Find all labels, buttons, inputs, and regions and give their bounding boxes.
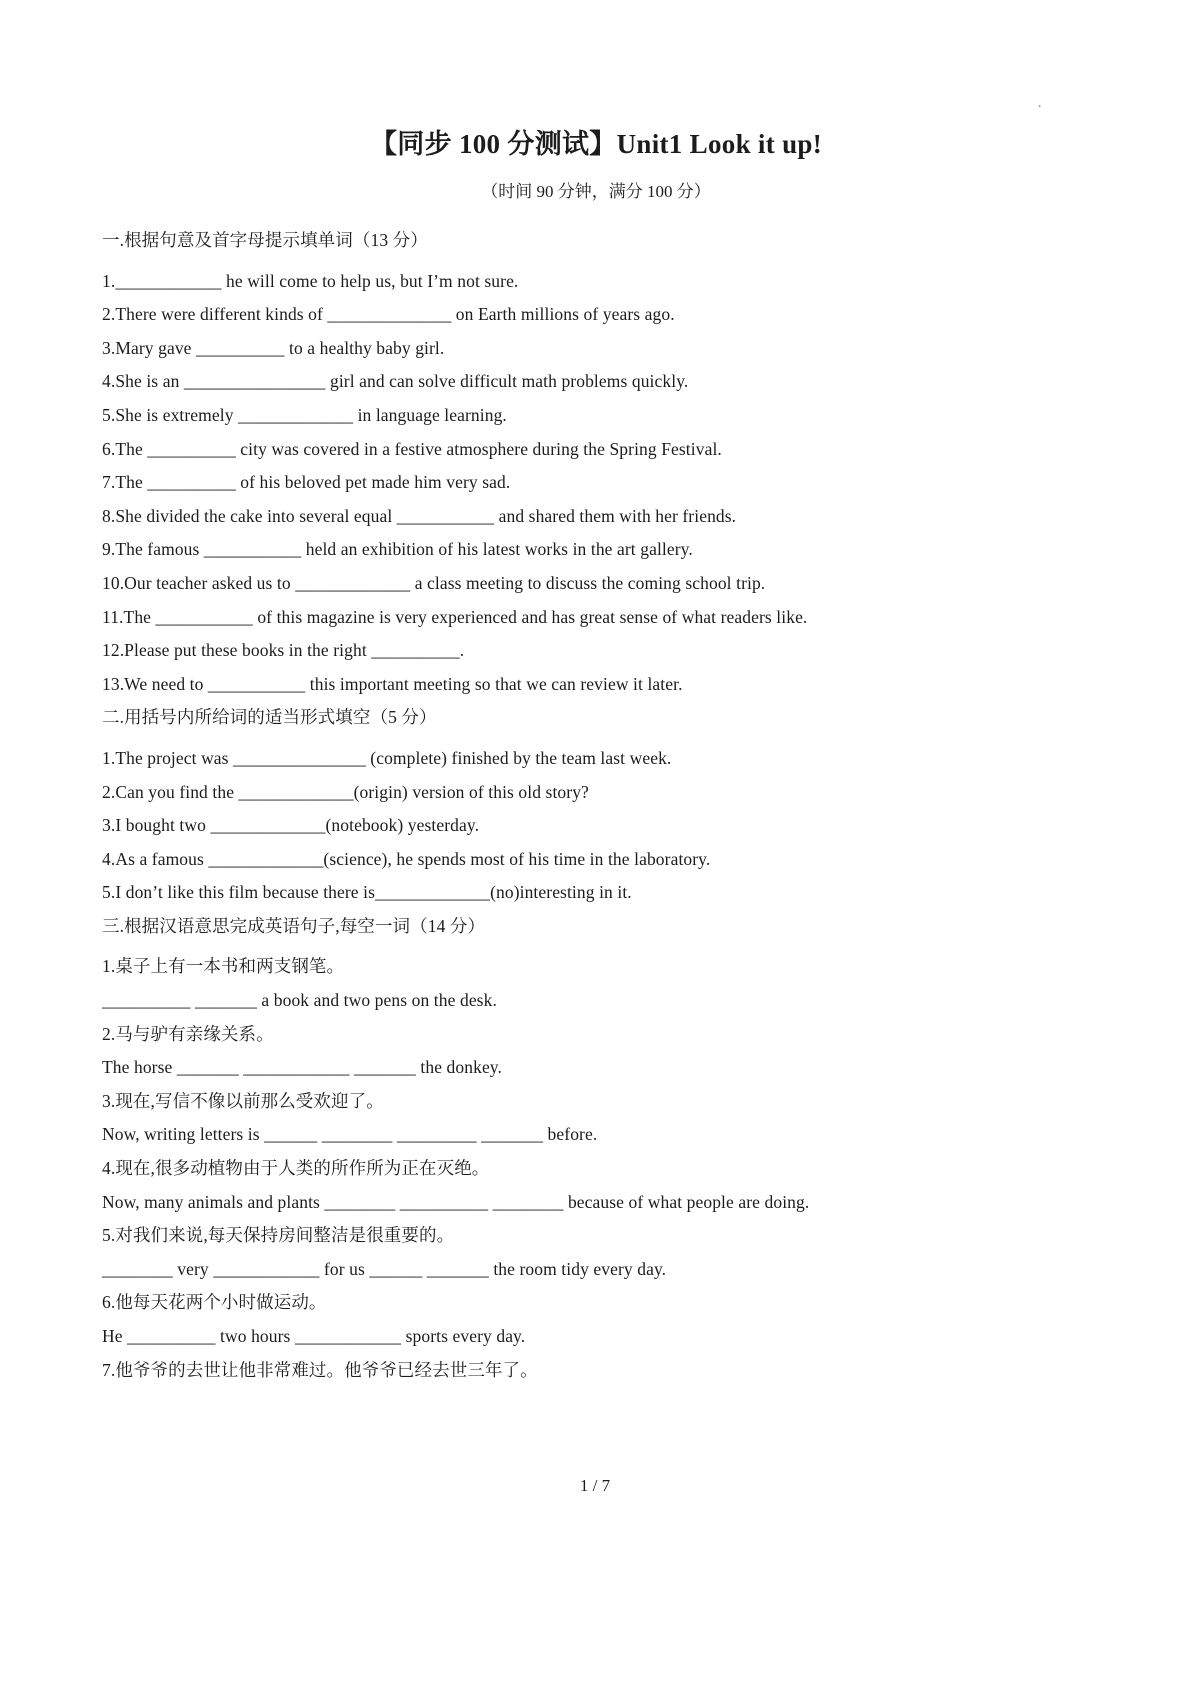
- question-line: 3.Mary gave __________ to a healthy baby girl.: [102, 337, 445, 358]
- question-line: 7.The __________ of his beloved pet made him very sad.: [102, 472, 511, 493]
- question-line: 5.I don’t like this film because there is_____________(no)interesting in it.: [102, 882, 632, 903]
- question-line: 6.The __________ city was covered in a festive atmosphere during the Spring Festival.: [102, 438, 722, 459]
- question-line: The horse _______ ____________ _______ the donkey.: [102, 1057, 502, 1078]
- question-line: ________ very ____________ for us ______ _______ the room tidy every day.: [102, 1258, 667, 1279]
- question-line: 10.Our teacher asked us to _____________ a class meeting to discuss the coming school trip.: [102, 572, 766, 593]
- question-line: 11.The ___________ of this magazine is very experienced and has great sense of what readers like.: [102, 606, 808, 627]
- page-number: 1 / 7: [579, 1476, 611, 1495]
- question-line: __________ _______ a book and two pens on the desk.: [102, 990, 497, 1011]
- section-heading: 一.根据句意及首字母提示填单词（13 分）: [102, 230, 428, 250]
- section-heading: 三.根据汉语意思完成英语句子,每空一词（14 分）: [102, 915, 486, 936]
- sections-container: [102, 224, 1090, 1387]
- question-line: 4.She is an ________________ girl and can solve difficult math problems quickly.: [102, 371, 689, 392]
- section-3: [102, 910, 1090, 1387]
- question-line: 2.Can you find the _____________(origin) version of this old story?: [102, 781, 589, 802]
- question-line: 8.She divided the cake into several equal ___________ and shared them with her friends.: [102, 505, 737, 526]
- question-line: He __________ two hours ____________ sports every day.: [102, 1326, 526, 1346]
- question-line: 2.There were different kinds of ______________ on Earth millions of years ago.: [102, 304, 675, 325]
- question-line: 3.I bought two _____________(notebook) yesterday.: [102, 815, 480, 836]
- question-line: 3.现在,写信不像以前那么受欢迎了。: [102, 1090, 384, 1111]
- question-line: 9.The famous ___________ held an exhibition of his latest works in the art gallery.: [102, 539, 693, 560]
- question-line: 7.他爷爷的去世让他非常难过。他爷爷已经去世三年了。: [102, 1359, 538, 1380]
- question-line: 4.As a famous _____________(science), he spends most of his time in the laboratory.: [102, 848, 711, 869]
- question-line: 5.对我们来说,每天保持房间整洁是很重要的。: [102, 1225, 455, 1246]
- section-heading: 二.用括号内所给词的适当形式填空（5 分）: [102, 707, 437, 728]
- corner-mark: ·: [1037, 100, 1042, 115]
- question-line: 12.Please put these books in the right __________.: [102, 640, 465, 661]
- question-line: 6.他每天花两个小时做运动。: [102, 1292, 327, 1313]
- question-line: Now, writing letters is ______ ________ _________ _______ before.: [102, 1124, 598, 1145]
- section-2: [102, 701, 1090, 910]
- page-title: 【同步 100 分测试】Unit1 Look it up!: [370, 129, 822, 159]
- question-line: 13.We need to ___________ this important meeting so that we can review it later.: [102, 673, 683, 694]
- question-line: 1.____________ he will come to help us, but I’m not sure.: [102, 270, 519, 291]
- question-line: 4.现在,很多动植物由于人类的所作所为正在灭绝。: [102, 1158, 490, 1179]
- question-line: 5.She is extremely _____________ in language learning.: [102, 404, 507, 425]
- question-line: Now, many animals and plants ________ __________ ________ because of what people are doing.: [102, 1191, 810, 1212]
- question-line: 2.马与驴有亲缘关系。: [102, 1023, 274, 1044]
- page-subtitle: （时间 90 分钟，满分 100 分）: [481, 182, 711, 201]
- question-line: 1.桌子上有一本书和两支钢笔。: [102, 956, 345, 977]
- section-1: [102, 224, 1090, 701]
- question-line: 1.The project was _______________ (complete) finished by the team last week.: [102, 747, 672, 768]
